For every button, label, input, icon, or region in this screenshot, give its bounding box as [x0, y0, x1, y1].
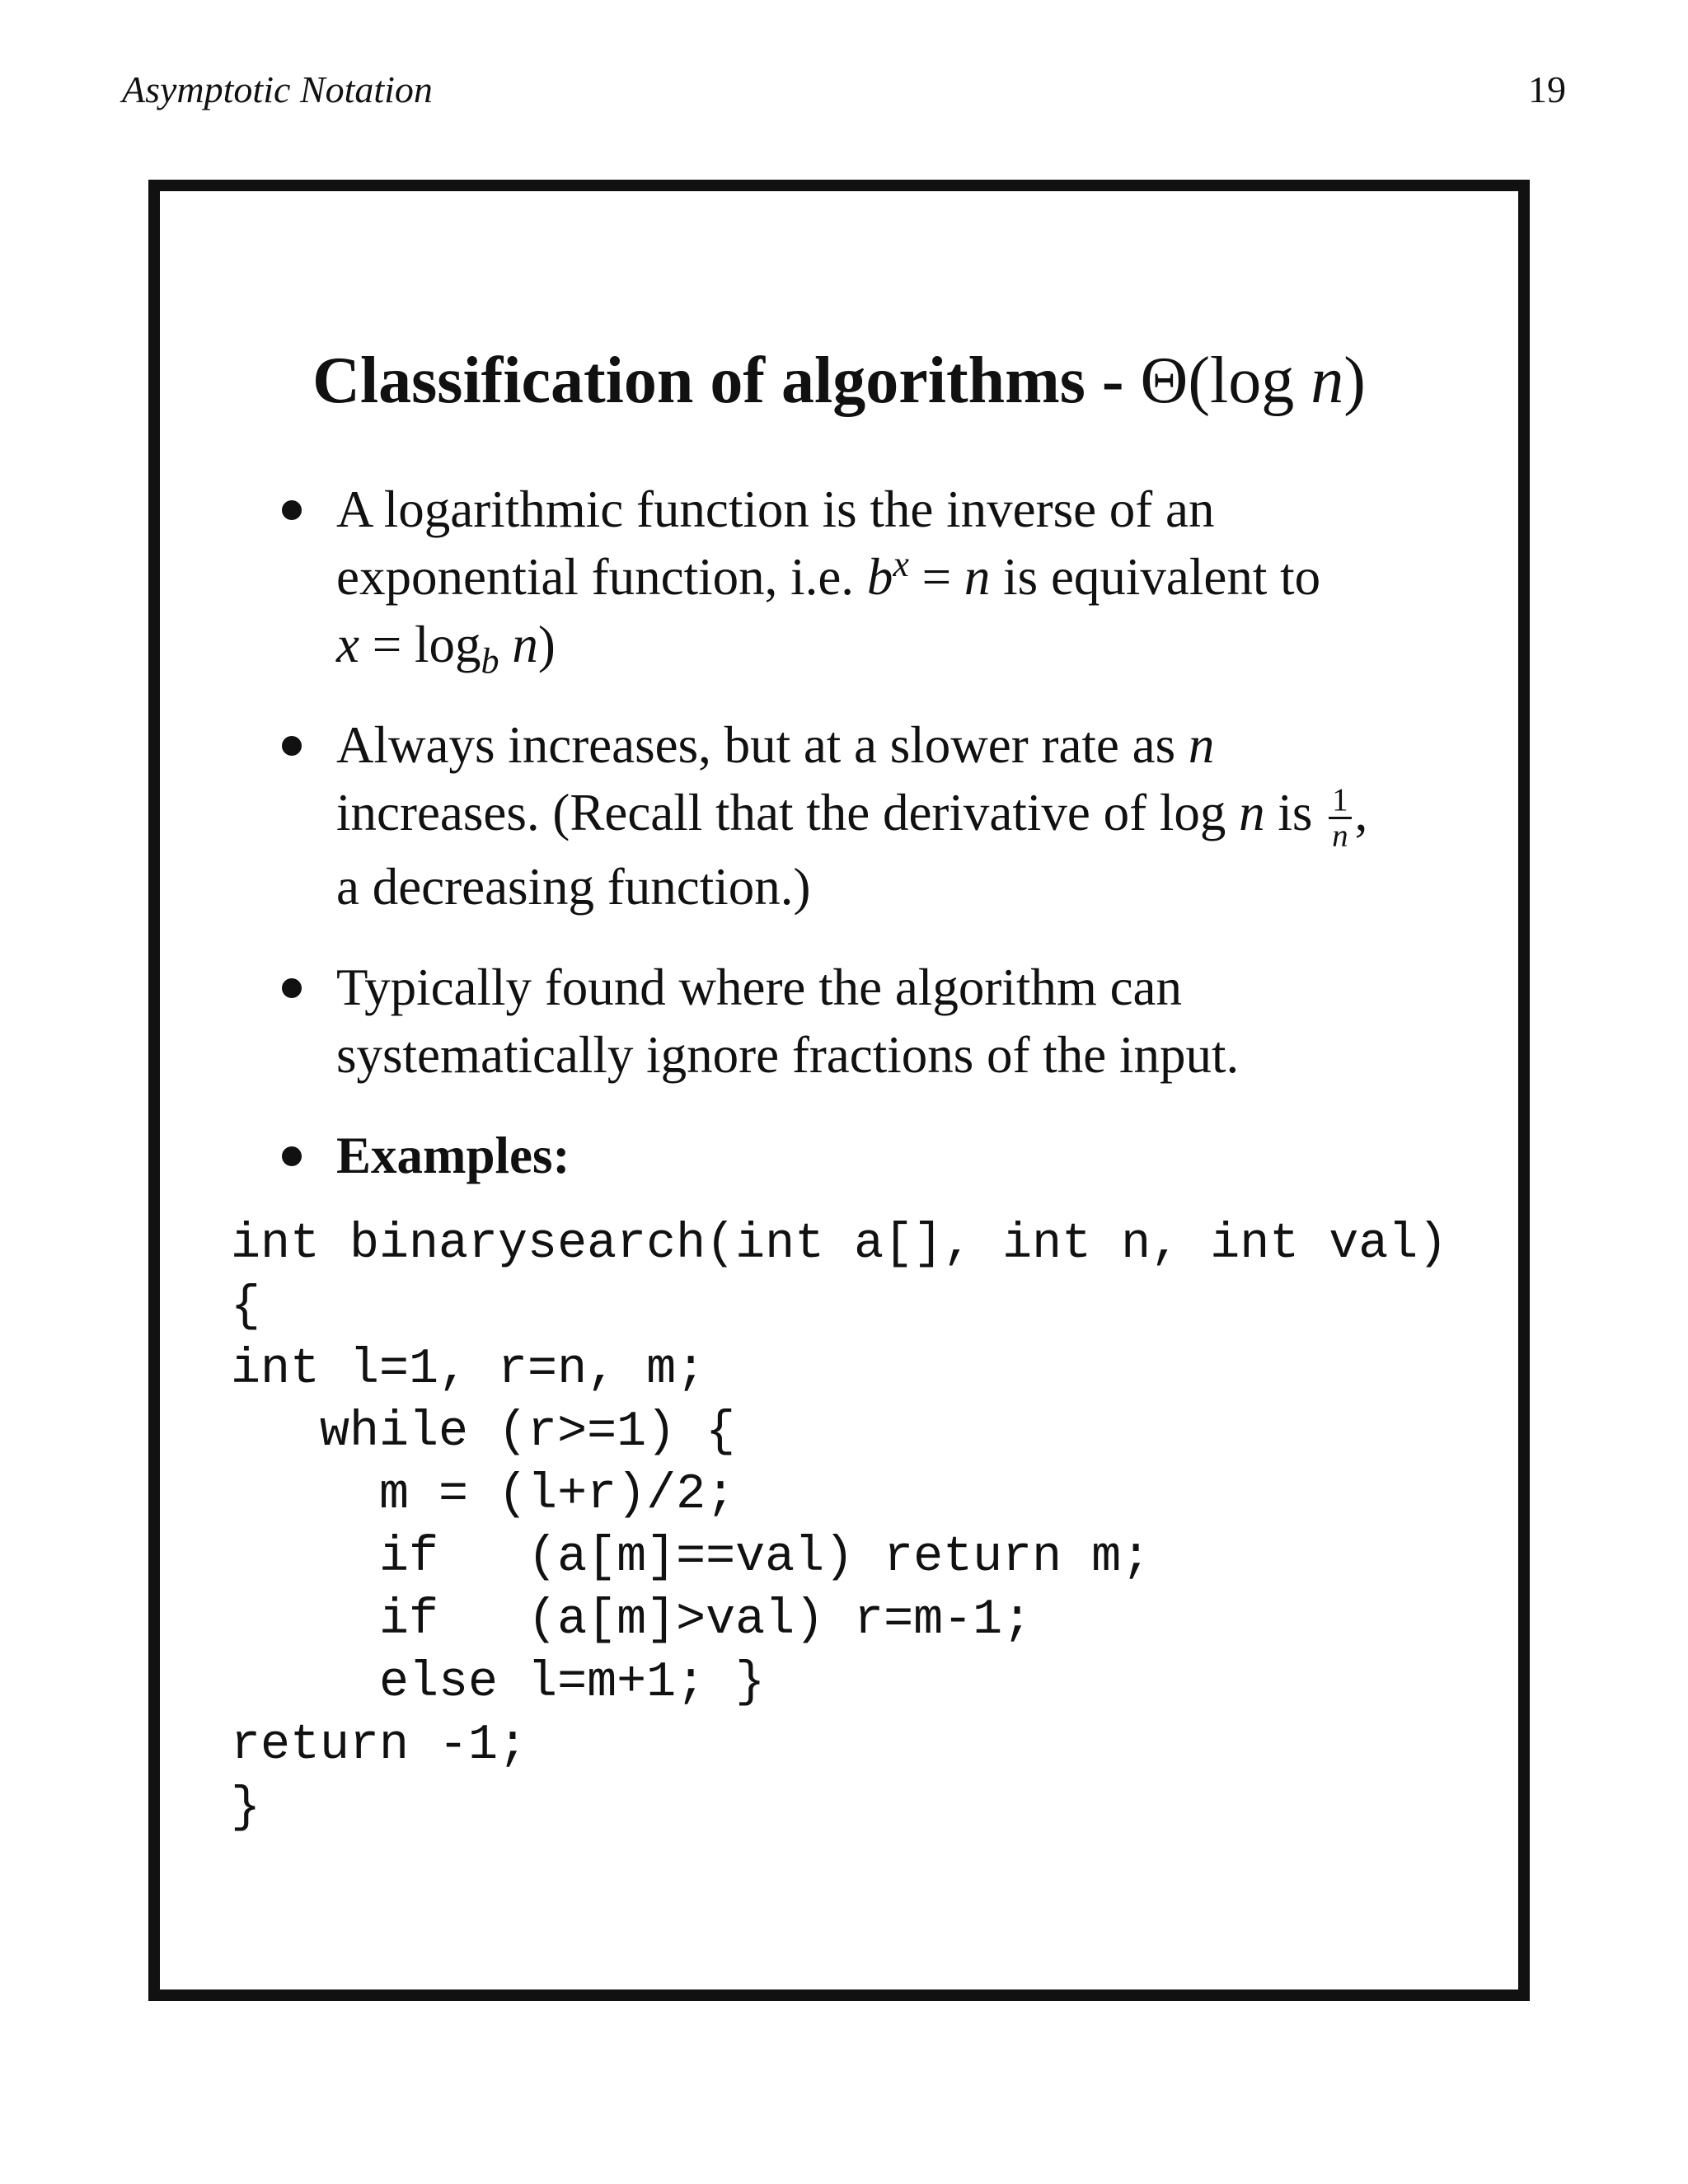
- slide-frame: [148, 180, 1530, 2001]
- running-head: Asymptotic Notation: [122, 68, 433, 110]
- slide-title: [308, 344, 1370, 419]
- page-number: 19: [1528, 68, 1566, 110]
- bullet-examples: Examples:: [282, 1122, 1452, 1189]
- bullet-typically: Typically found where the algorithm can systematically ignore fractions of the input.: [282, 954, 1452, 1089]
- slide-title-text: Classification of algorithms -: [312, 344, 1141, 417]
- bullet-dot-icon: [282, 978, 302, 998]
- fraction-one-over-n: $\frac{1}{n}$: [1329, 783, 1352, 853]
- bullet-list: [282, 476, 1452, 1222]
- bullet-logarithmic: A logarithmic function is the inverse of an exponential function, i.e. $b^x = n$ is equivalent to $x = \log_b n$): [282, 476, 1452, 678]
- bullet-dot-icon: [282, 500, 302, 520]
- bullet-dot-icon: [282, 1146, 302, 1166]
- slide-title-math: Θ(log n): [1140, 344, 1366, 417]
- code-binary-search: int binarysearch(int a[], int n, int val) { int l=1, r=n, m; while (r>=1) { m = (l+r)/2; if (a[m]==val) return m; if (a[m]>val) r=m-1; else l=m+1; } return -1; }: [231, 1216, 1448, 1836]
- bullet-dot-icon: [282, 736, 302, 756]
- bullet-increases: Always increases, but at a slower rate as n increases. (Recall that the derivative of log n is $\frac{1}{n}$ , a decreasing function.): [282, 711, 1452, 921]
